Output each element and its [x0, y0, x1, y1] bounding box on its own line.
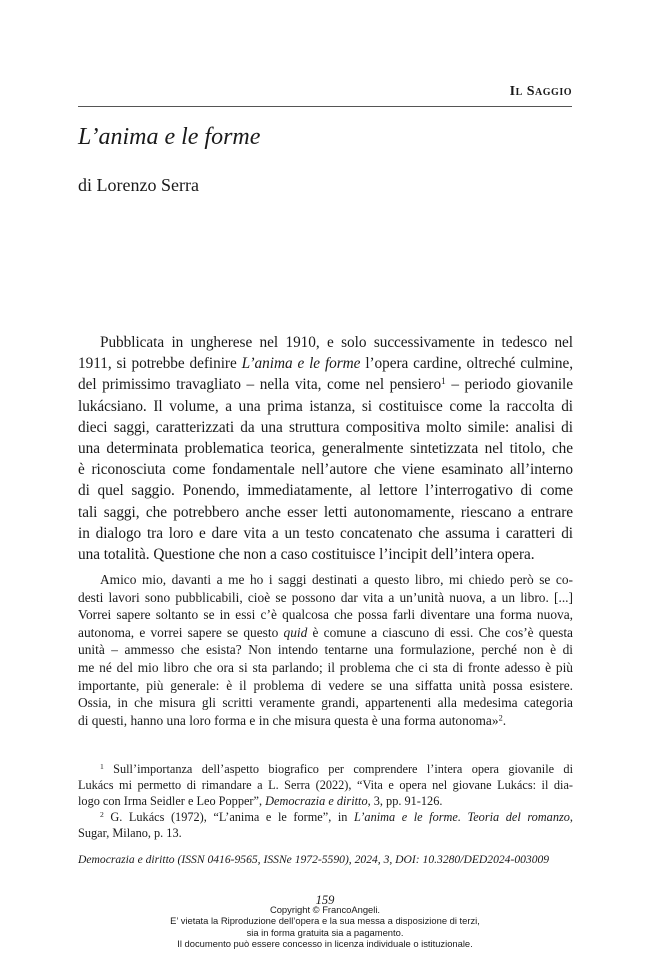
page-number: 159 [315, 893, 335, 907]
quote-line: Ossia, in che misura gli scritti veramente grandi, appartenenti alla medesima categoria [78, 695, 573, 711]
text-line: in dialogo tra loro e dare vita a un testo concatenato che assuma i caratteri di [78, 524, 573, 542]
text-fragment: è comune a ciascuno di essi. Che cos’è questa [307, 624, 573, 640]
text-line [78, 353, 573, 374]
footnote-1 [78, 762, 573, 778]
footnote-number: 1 [100, 761, 104, 771]
quote-line: Vorrei sapere soltanto se in essi c’è qualcosa che possa farli diventare una forma nuova, [78, 607, 573, 623]
text-line: una totalità. Questione che non a caso costituisce l’incipit dell’intera opera. [78, 546, 535, 564]
article-author: di Lorenzo Serra [78, 175, 199, 195]
copyright-notice [0, 904, 650, 950]
footnote-line: Sugar, Milano, p. 13. [78, 825, 182, 840]
footnote-number: 2 [100, 809, 104, 819]
text-fragment: l’opera cardine, oltreché culmine, [360, 355, 573, 373]
header-rule [78, 106, 572, 107]
footnotes [78, 762, 573, 842]
journal-italic: Democrazia e diritto [265, 793, 368, 808]
text-fragment: 1911, si potrebbe definire [78, 355, 242, 373]
text-fragment: G. Lukács (1972), “L’anima e le forme”, in [103, 809, 354, 824]
text-fragment: autonoma, e vorrei sapere se questo [78, 624, 284, 640]
footnote-line: Lukács mi permetto di rimandare a L. Serra (2022), “Vita e opera nel giovane Lukács: il dia- [78, 777, 573, 792]
text-line: lukácsiano. Il volume, a una prima istanza, si costituisce come la raccolta di [78, 397, 573, 415]
copyright-line: Il documento può essere concesso in licenza individuale o istituzionale. [177, 938, 473, 950]
copyright-line: E’ vietata la Riproduzione dell’opera e la sua messa a disposizione di terzi, [170, 915, 480, 927]
quote-line: Amico mio, davanti a me ho i saggi destinati a questo libro, mi chiedo però se co- [100, 572, 573, 587]
text-fragment: – periodo giovanile [445, 376, 573, 394]
copyright-line: sia in forma gratuita sia a pagamento. [246, 926, 404, 938]
text-fragment: , 3, pp. 91-126. [367, 793, 443, 808]
quote-line: unità – ammesso che esista? Non intendo tentarne una formulazione, perché non è di [78, 642, 573, 658]
copyright-line: Copyright © FrancoAngeli. [269, 904, 381, 915]
quote-line: desti lavori sono pubblicabili, cioè se possono dar vita a un’unità nuova, a un libro. [...] [78, 589, 573, 605]
text-line: di quel saggio. Ponendo, immediatamente, al lettore l’interrogativo di come [78, 482, 573, 500]
text-line: una determinata problematica teorica, generalmente sintetizzata nel titolo, che [78, 440, 573, 458]
text-line: Pubblicata in ungherese nel 1910, e solo successivamente in tedesco nel [100, 334, 573, 351]
text-fragment: di questi, hanno una loro forma e in che misura questa è una forma autonoma» [78, 712, 499, 728]
text-fragment: Sull’importanza dell’aspetto biografico per comprendere l’intera opera giovanile di [103, 762, 573, 776]
text-fragment: logo con Irma Seidler e Leo Popper”, [78, 793, 266, 808]
text-line [78, 374, 573, 395]
text-line: tali saggi, che potrebbero anche esser letti autonomamente, riescano a entrare [78, 503, 573, 521]
book-title-italic: L’anima e le forme. Teoria del romanzo [353, 809, 570, 824]
abstract-paragraph [78, 332, 573, 565]
page-header [78, 84, 572, 108]
quote-line [78, 712, 573, 730]
quote-line [78, 624, 573, 642]
footnote-line [78, 794, 573, 810]
running-head: Il Saggio [509, 84, 572, 99]
quote-line: importante, più generale: è il problema di vedere se una siffatta unità possa esistere. [78, 677, 573, 693]
text-line: dieci saggi, caratterizzati da una struttura compositiva molto simile: analisi di [78, 418, 573, 436]
block-quote [78, 571, 573, 729]
text-fragment: del primissimo travagliato – nella vita, come nel pensiero [78, 376, 442, 394]
footnote-ref-2[interactable]: 2 [498, 713, 503, 723]
text-fragment: . [502, 712, 507, 728]
quote-line: me né del mio libro che ora si sta parlando; il problema che ci sta di fronte adesso è più [78, 659, 573, 675]
article-title: L’anima e le forme [78, 124, 261, 150]
journal-citation: Democrazia e diritto (ISSN 0416-9565, ISSNe 1972-5590), 2024, 3, DOI: 10.3280/DED2024-003009 [78, 853, 550, 866]
work-title-italic: L’anima e le forme [241, 355, 361, 373]
text-line: è riconosciuta come fondamentale nell’autore che viene esaminato all’interno [78, 461, 573, 479]
text-fragment: , [569, 809, 573, 824]
quid-italic: quid [283, 624, 308, 640]
footnote-2 [78, 810, 573, 826]
footnote-ref-1[interactable]: 1 [441, 377, 446, 388]
